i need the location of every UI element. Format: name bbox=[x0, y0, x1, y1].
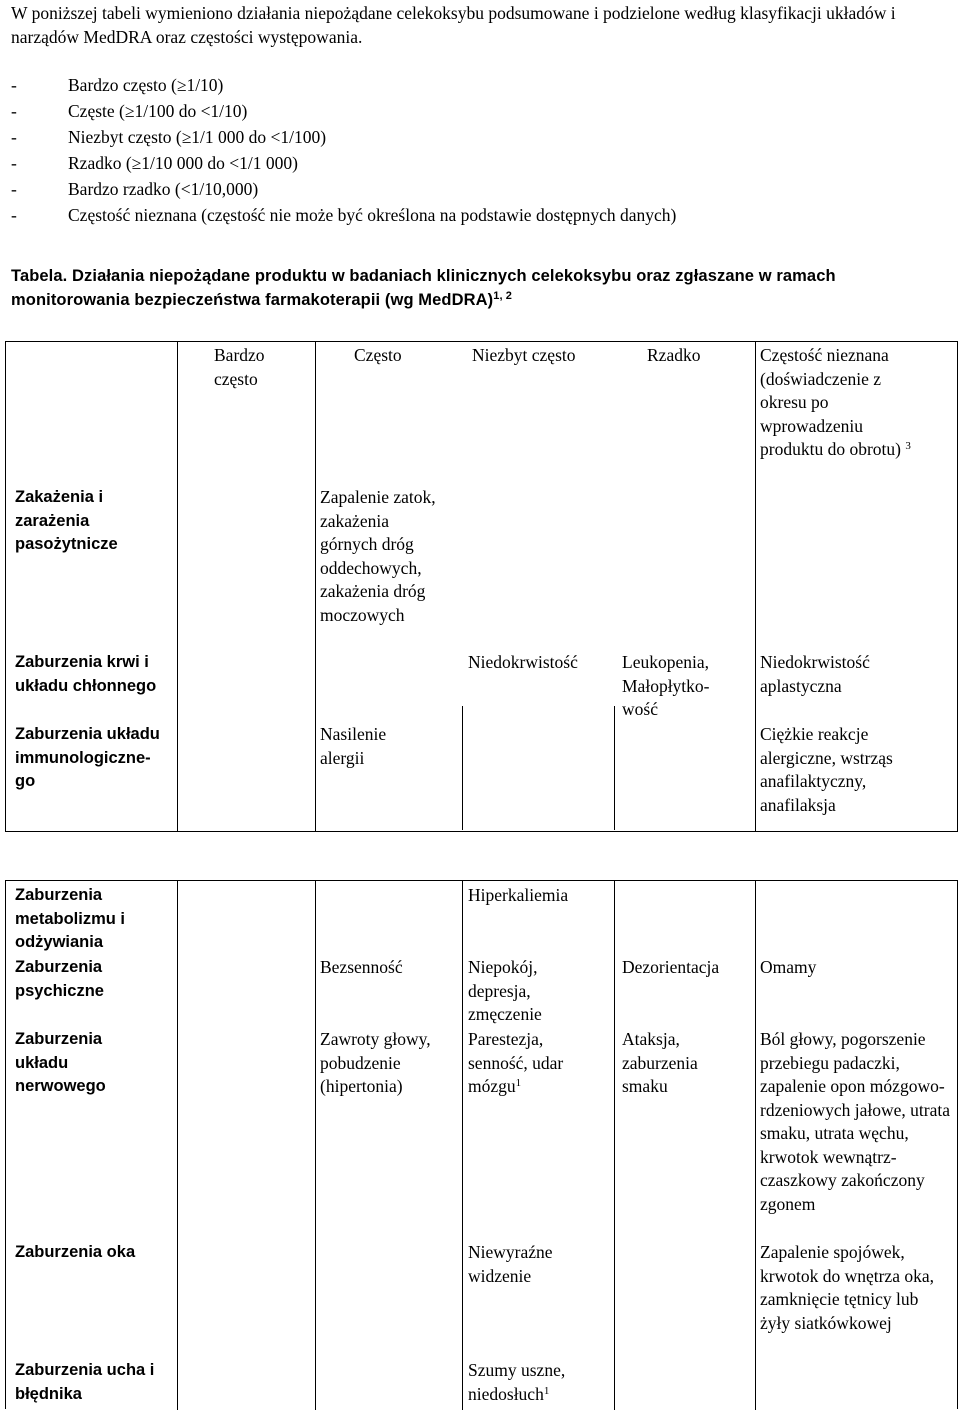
column-divider bbox=[315, 661, 316, 711]
eye-uncommon: Niewyraźne widzenie bbox=[468, 1242, 553, 1286]
soc-nervous: Zaburzenia układu nerwowego bbox=[15, 1030, 106, 1095]
column-divider bbox=[315, 881, 316, 1410]
infections-common: Zapalenie zatok, zakażenia górnych dróg oddechowych, zakażenia dróg moczowych bbox=[320, 487, 436, 625]
footnote-marker: 1 bbox=[515, 1077, 522, 1089]
soc-immune: Zaburzenia układu immunologiczne-go bbox=[15, 725, 160, 790]
legend-item: - Rzadko (≥1/10 000 do <1/1 000) bbox=[11, 153, 298, 173]
caption-footnote: 1, 2 bbox=[493, 290, 512, 302]
psychiatric-rare: Dezorientacja bbox=[622, 957, 720, 977]
eye-unknown: Zapalenie spojówek, krwotok do wnętrza oka, zamknięcie tętnicy lub żyły siatkówkowej bbox=[760, 1242, 934, 1333]
soc-blood: Zaburzenia krwi i układu chłonnego bbox=[15, 653, 157, 695]
soc-psychiatric: Zaburzenia psychiczne bbox=[15, 958, 104, 1000]
legend-item: - Częste (≥1/100 do <1/10) bbox=[11, 101, 248, 121]
column-divider bbox=[614, 881, 615, 1410]
column-divider bbox=[755, 881, 756, 1410]
header-rare: Rzadko bbox=[647, 345, 701, 365]
legend-item: - Bardzo rzadko (<1/10,000) bbox=[11, 179, 259, 199]
header-uncommon: Niezbyt często bbox=[472, 345, 576, 365]
blood-rare: Leukopenia, Małopłytko-wość bbox=[622, 652, 710, 719]
soc-metabolism: Zaburzenia metabolizmu i odżywiania bbox=[15, 886, 126, 951]
column-divider bbox=[462, 881, 463, 1410]
nervous-common: Zawroty głowy, pobudzenie (hipertonia) bbox=[320, 1029, 431, 1096]
nervous-unknown: Ból głowy, pogorszenie przebiegu padaczki, zapalenie opon mózgowo-rdzeniowych jałowe, utrata smaku, utrata węchu, krwotok wewnątrz-czaszkowy zakończony zgonem bbox=[760, 1029, 950, 1214]
footnote-marker: 3 bbox=[905, 440, 911, 452]
header-very-common: Bardzo często bbox=[214, 345, 265, 389]
psychiatric-unknown: Omamy bbox=[760, 957, 817, 977]
soc-eye: Zaburzenia oka bbox=[15, 1243, 136, 1261]
legend-item: - Częstość nieznana (częstość nie może być określona na podstawie dostępnych danych) bbox=[11, 205, 677, 225]
soc-ear: Zaburzenia ucha i błędnika bbox=[15, 1361, 155, 1403]
column-divider bbox=[177, 342, 178, 831]
table-caption: Tabela. Działania niepożądane produktu w badaniach klinicznych celekoksybu oraz zgłaszane w ramach monitorowania bezpieczeństwa farmakoterapii (wg MedDRA)$^{1, 2}$ bbox=[11, 267, 836, 309]
column-divider bbox=[614, 706, 615, 830]
footnote-marker: 1 bbox=[543, 1384, 550, 1397]
frequency-legend bbox=[11, 74, 676, 230]
blood-uncommon: Niedokrwistość bbox=[468, 652, 578, 672]
header-common: Często bbox=[354, 345, 402, 365]
intro-paragraph: W poniższej tabeli wymieniono działania niepożądane celekoksybu podsumowane i podzielone według klasyfikacji układów i narządów MedDRA oraz częstości występowania. bbox=[11, 3, 896, 47]
immune-common: Nasilenie alergii bbox=[320, 724, 387, 768]
column-divider bbox=[755, 342, 756, 831]
column-divider bbox=[462, 706, 463, 830]
column-divider bbox=[177, 881, 178, 1410]
metabolism-uncommon: Hiperkaliemia bbox=[468, 885, 569, 905]
header-frequency-unknown: Częstość nieznana (doświadczenie z okresu po wprowadzeniu produktu do obrotu) $^3$ bbox=[760, 345, 911, 459]
blood-unknown: Niedokrwistość aplastyczna bbox=[760, 652, 870, 696]
psychiatric-uncommon: Niepokój, depresja, zmęczenie bbox=[468, 957, 542, 1024]
nervous-uncommon: Parestezja, senność, udar mózgu$^1$ bbox=[468, 1029, 564, 1096]
psychiatric-common: Bezsenność bbox=[320, 957, 403, 977]
column-divider bbox=[315, 342, 316, 831]
ear-uncommon: Szumy uszne, niedosłuch$^1$ bbox=[468, 1360, 566, 1404]
soc-infections: Zakażenia i zarażenia pasożytnicze bbox=[15, 488, 118, 553]
immune-unknown: Ciężkie reakcje alergiczne, wstrząs anafilaktyczny, anafilaksja bbox=[760, 724, 893, 815]
legend-item: - Niezbyt często (≥1/1 000 do <1/100) bbox=[11, 127, 327, 147]
legend-item: - Bardzo często (≥1/10) bbox=[11, 75, 224, 95]
nervous-rare: Ataksja, zaburzenia smaku bbox=[622, 1029, 698, 1096]
